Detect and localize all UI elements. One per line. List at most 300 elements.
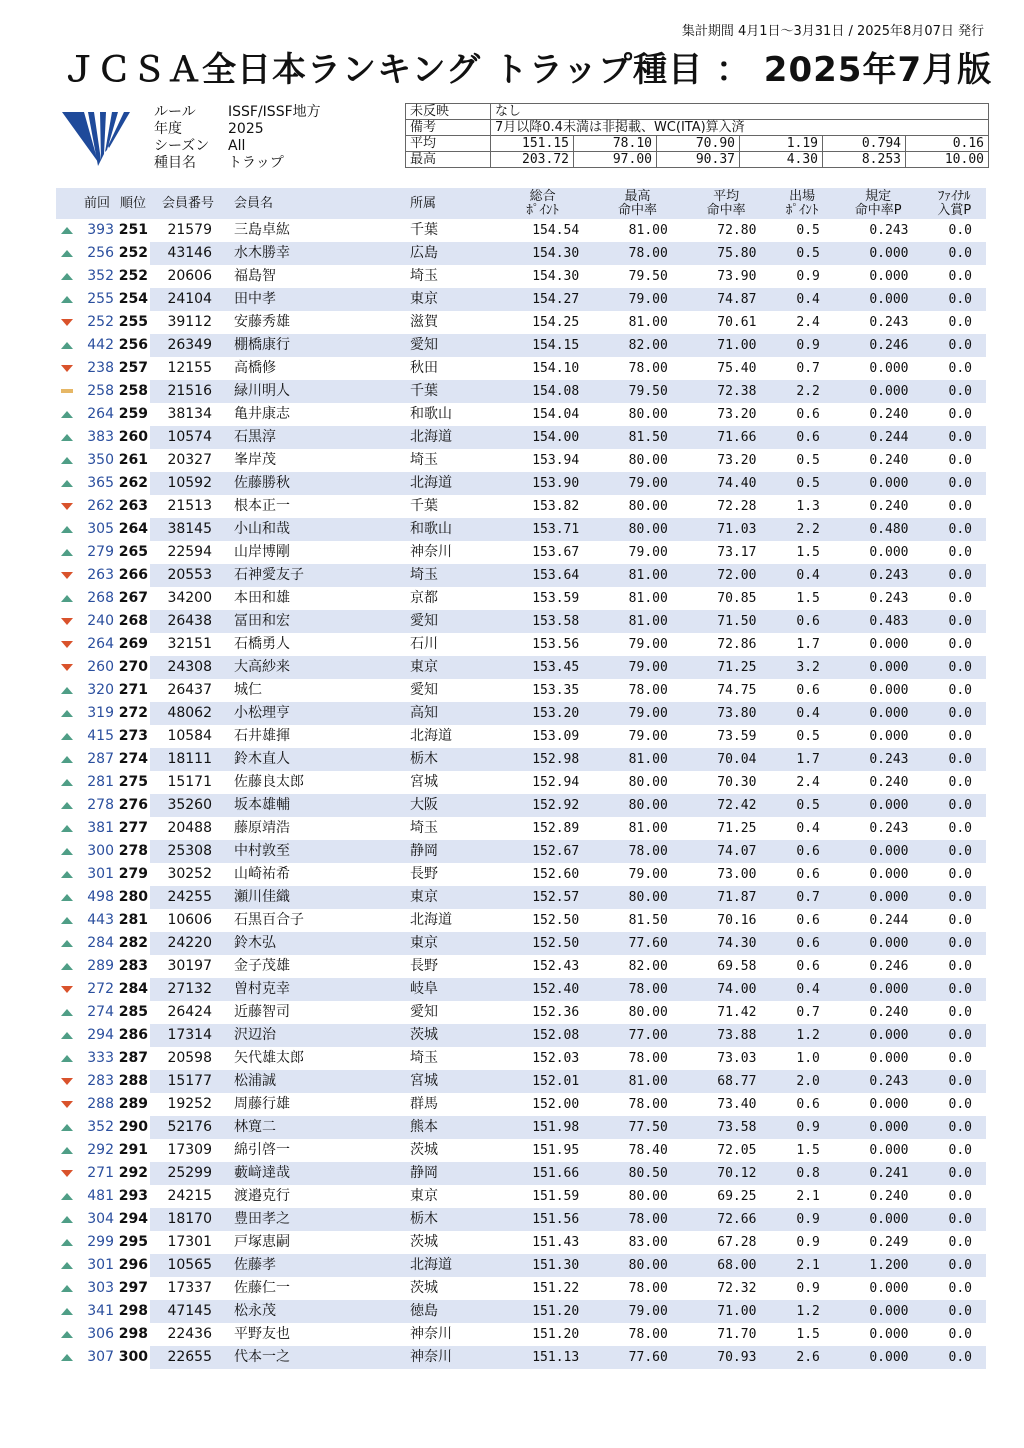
rank-up-icon: [61, 250, 73, 257]
prefecture-cell: 北海道: [410, 912, 452, 928]
trend-cell: [56, 725, 78, 748]
member-name-cell: 平野友也: [234, 1326, 290, 1342]
info-key: 種目名: [154, 155, 196, 171]
trend-cell: [56, 771, 78, 794]
member-name-cell: 水木勝幸: [226, 242, 408, 265]
best-hit-rate-cell: 77.60: [593, 932, 682, 955]
best-hit-rate-cell: 80.00: [628, 1005, 668, 1020]
member-no-cell: 47145: [150, 1300, 226, 1323]
avg-hit-rate-cell: 73.20: [717, 453, 757, 468]
member-no-cell: 30197: [167, 958, 212, 974]
appearance-points-cell: 0.6: [796, 1097, 820, 1112]
final-points-cell: 0.0: [922, 288, 986, 311]
appearance-points-cell: 0.9: [796, 1281, 820, 1296]
prev-rank-cell: 443: [87, 912, 114, 928]
rank-cell: 291: [118, 1142, 148, 1158]
info-row: [154, 121, 321, 138]
prefecture-cell: 長野: [410, 866, 438, 882]
rank-down-icon: [61, 319, 73, 326]
table-row: [56, 840, 986, 863]
total-points-cell: 151.30: [492, 1254, 593, 1277]
member-no-cell: 22655: [150, 1346, 226, 1369]
final-points-cell: 0.0: [922, 1208, 986, 1231]
trend-cell: [56, 702, 78, 725]
standard-hit-rate-cell: 0.000: [834, 886, 923, 909]
prefecture-cell: 東京: [408, 656, 492, 679]
prefecture-cell: 静岡: [408, 1162, 492, 1185]
best-hit-rate-cell: 77.60: [593, 1346, 682, 1369]
prefecture-cell: 埼玉: [410, 452, 438, 468]
prev-rank-cell: 319: [87, 705, 114, 721]
avg-hit-rate-cell: 72.00: [682, 564, 771, 587]
best-hit-rate-cell: 79.50: [628, 269, 668, 284]
avg-hit-rate-cell: 70.16: [717, 913, 757, 928]
prev-rank-cell: 288: [87, 1096, 114, 1112]
table-row: [56, 1162, 986, 1185]
member-name-cell: 佐藤孝: [226, 1254, 408, 1277]
total-points-cell: 153.20: [492, 702, 593, 725]
rank-cell: 296: [118, 1257, 148, 1273]
appearance-points-cell: 1.7: [770, 748, 833, 771]
trend-cell: [56, 449, 78, 472]
trend-cell: [56, 1093, 78, 1116]
prev-rank-cell: 284: [87, 935, 114, 951]
rank-up-icon: [61, 1308, 73, 1315]
trend-cell: [56, 863, 78, 886]
best-hit-rate-cell: 79.00: [593, 702, 682, 725]
final-points-cell: 0.0: [948, 1189, 972, 1204]
table-row: [56, 610, 986, 633]
rank-cell: 256: [118, 337, 148, 353]
best-hit-rate-cell: 81.00: [593, 610, 682, 633]
prev-rank-cell: 287: [87, 751, 114, 767]
rank-unchanged-icon: [61, 389, 73, 393]
prefecture-cell: 東京: [408, 886, 492, 909]
avg-hit-rate-cell: 67.28: [717, 1235, 757, 1250]
total-points-cell: 153.90: [492, 472, 593, 495]
standard-hit-rate-cell: 0.000: [834, 656, 923, 679]
member-name-cell: 近藤智司: [234, 1004, 290, 1020]
standard-hit-rate-cell: 0.000: [869, 683, 909, 698]
best-hit-rate-cell: 80.00: [628, 453, 668, 468]
rank-cell: 298: [118, 1303, 148, 1319]
table-row: [56, 794, 986, 817]
member-no-cell: 24308: [150, 656, 226, 679]
appearance-points-cell: 2.0: [770, 1070, 833, 1093]
rank-up-icon: [61, 296, 73, 303]
trend-cell: [56, 656, 78, 679]
prev-rank-cell: 256: [87, 245, 114, 261]
rank-down-icon: [61, 1078, 73, 1085]
rank-cell: 278: [118, 843, 148, 859]
rank-cell: 274: [118, 751, 148, 767]
prefecture-cell: 北海道: [410, 728, 452, 744]
page-title: ＪＣＳＡ全日本ランキング トラップ種目 ： 2025年7月版: [62, 50, 993, 90]
trend-cell: [56, 242, 78, 265]
rank-up-icon: [61, 342, 73, 349]
standard-hit-rate-cell: 0.243: [869, 223, 909, 238]
prev-rank-cell: 258: [87, 383, 114, 399]
member-no-cell: 38145: [150, 518, 226, 541]
trend-cell: [56, 955, 78, 978]
trend-cell: [56, 610, 78, 633]
rank-cell: 254: [118, 291, 148, 307]
total-points-cell: 154.30: [532, 269, 580, 284]
rank-up-icon: [61, 526, 73, 533]
final-points-cell: 0.0: [948, 821, 972, 836]
table-row: [56, 1001, 986, 1024]
final-points-cell: 0.0: [922, 334, 986, 357]
standard-hit-rate-cell: 0.000: [834, 1024, 923, 1047]
best-hit-rate-cell: 79.00: [593, 656, 682, 679]
member-no-cell: 24255: [150, 886, 226, 909]
final-points-cell: 0.0: [948, 269, 972, 284]
total-points-cell: 152.60: [532, 867, 580, 882]
trend-cell: [56, 426, 78, 449]
total-points-cell: 153.35: [532, 683, 580, 698]
final-points-cell: 0.0: [922, 1116, 986, 1139]
standard-hit-rate-cell: 0.249: [869, 1235, 909, 1250]
total-points-cell: 154.27: [492, 288, 593, 311]
prev-rank-cell: 352: [87, 1119, 114, 1135]
avg-hit-rate-cell: 75.80: [682, 242, 771, 265]
prev-rank-cell: 365: [87, 475, 114, 491]
prefecture-cell: 秋田: [410, 360, 438, 376]
rank-down-icon: [61, 986, 73, 993]
rank-cell: 280: [118, 889, 148, 905]
member-no-cell: 21516: [150, 380, 226, 403]
prefecture-cell: 滋賀: [410, 314, 438, 330]
rank-up-icon: [61, 1354, 73, 1361]
trend-cell: [56, 1277, 78, 1300]
member-no-cell: 19252: [167, 1096, 212, 1112]
rank-cell: 258: [118, 383, 148, 399]
prev-rank-cell: 294: [87, 1027, 114, 1043]
prev-rank-cell: 240: [87, 613, 114, 629]
prev-rank-cell: 352: [87, 268, 114, 284]
member-no-cell: 21513: [167, 498, 212, 514]
best-hit-rate-cell: 80.00: [593, 518, 682, 541]
appearance-points-cell: 0.7: [796, 361, 820, 376]
best-hit-rate-cell: 79.00: [628, 867, 668, 882]
table-row: [56, 932, 986, 955]
prefecture-cell: 北海道: [408, 472, 492, 495]
table-row: [56, 1254, 986, 1277]
member-no-cell: 21579: [167, 222, 212, 238]
rank-up-icon: [61, 871, 73, 878]
rank-cell: 262: [118, 475, 148, 491]
rank-up-icon: [61, 848, 73, 855]
note-label: 備考: [406, 120, 491, 136]
rank-up-icon: [61, 457, 73, 464]
final-points-cell: 0.0: [948, 407, 972, 422]
member-name-cell: 棚橋康行: [226, 334, 408, 357]
total-points-cell: 151.95: [532, 1143, 580, 1158]
avg-hit-rate-cell: 69.25: [717, 1189, 757, 1204]
prev-rank-cell: 272: [87, 981, 114, 997]
total-points-cell: 153.45: [492, 656, 593, 679]
prev-rank-cell: 292: [87, 1142, 114, 1158]
avg-hit-rate-cell: 73.58: [682, 1116, 771, 1139]
rank-cell: 293: [118, 1188, 148, 1204]
trend-cell: [56, 472, 78, 495]
best-hit-rate-cell: 81.00: [593, 748, 682, 771]
member-name-cell: 戸塚恵嗣: [234, 1234, 290, 1250]
final-points-cell: 0.0: [948, 453, 972, 468]
trend-cell: [56, 932, 78, 955]
total-points-cell: 152.03: [532, 1051, 580, 1066]
prev-rank-cell: 289: [87, 958, 114, 974]
table-row: [56, 725, 986, 748]
standard-hit-rate-cell: 0.000: [834, 932, 923, 955]
rank-up-icon: [61, 480, 73, 487]
prev-rank-cell: 381: [87, 820, 114, 836]
avg-hit-rate-cell: 73.17: [717, 545, 757, 560]
appearance-points-cell: 2.2: [770, 518, 833, 541]
best-hit-rate-cell: 79.00: [593, 472, 682, 495]
total-points-cell: 152.50: [532, 913, 580, 928]
rank-cell: 252: [118, 268, 148, 284]
rank-up-icon: [61, 802, 73, 809]
unreflected-label: 未反映: [406, 104, 491, 120]
prefecture-cell: 広島: [408, 242, 492, 265]
final-points-cell: 0.0: [922, 1070, 986, 1093]
prefecture-cell: 千葉: [410, 222, 438, 238]
total-points-cell: 152.89: [532, 821, 580, 836]
best-hit-rate-cell: 78.40: [628, 1143, 668, 1158]
standard-hit-rate-cell: 0.000: [869, 867, 909, 882]
total-points-cell: 152.40: [492, 978, 593, 1001]
avg-hit-rate-cell: 72.28: [717, 499, 757, 514]
trend-cell: [56, 748, 78, 771]
event-info: [154, 104, 321, 172]
best-hit-rate-cell: 78.00: [628, 1281, 668, 1296]
final-points-cell: 0.0: [922, 518, 986, 541]
rank-cell: 257: [118, 360, 148, 376]
rank-cell: 298: [118, 1326, 148, 1342]
trend-cell: [56, 1162, 78, 1185]
prev-rank-cell: 383: [87, 429, 114, 445]
member-no-cell: 20606: [167, 268, 212, 284]
total-points-cell: 153.67: [532, 545, 580, 560]
unreflected-value: なし: [491, 104, 989, 120]
final-points-cell: 0.0: [922, 794, 986, 817]
member-name-cell: 山崎祐希: [234, 866, 290, 882]
rank-up-icon: [61, 1009, 73, 1016]
member-name-cell: 安藤秀雄: [234, 314, 290, 330]
table-row: [56, 311, 986, 334]
member-no-cell: 20327: [167, 452, 212, 468]
info-row: [154, 138, 321, 155]
rank-cell: 261: [118, 452, 148, 468]
table-row: [56, 1346, 986, 1369]
standard-hit-rate-cell: 0.240: [869, 453, 909, 468]
appearance-points-cell: 0.9: [796, 1235, 820, 1250]
best-hit-rate-cell: 78.00: [628, 1097, 668, 1112]
rank-cell: 279: [118, 866, 148, 882]
avg-hit-rate-cell: 73.90: [717, 269, 757, 284]
member-no-cell: 24104: [150, 288, 226, 311]
standard-hit-rate-cell: 0.000: [869, 729, 909, 744]
appearance-points-cell: 0.8: [770, 1162, 833, 1185]
info-row: [154, 155, 321, 172]
prefecture-cell: 茨城: [408, 1024, 492, 1047]
best-hit-rate-cell: 80.00: [628, 1189, 668, 1204]
total-points-cell: 154.25: [532, 315, 580, 330]
member-no-cell: 22436: [167, 1326, 212, 1342]
avg-hit-rate-cell: 70.93: [682, 1346, 771, 1369]
table-row: [56, 288, 986, 311]
trend-cell: [56, 518, 78, 541]
rank-cell: 273: [118, 728, 148, 744]
info-key: 年度: [154, 121, 182, 137]
prefecture-cell: 栃木: [408, 748, 492, 771]
table-row: [56, 1024, 986, 1047]
prefecture-cell: 長野: [410, 958, 438, 974]
standard-hit-rate-cell: 0.000: [834, 1300, 923, 1323]
appearance-points-cell: 1.5: [796, 591, 820, 606]
max-value: 8.253: [823, 152, 906, 168]
total-points-cell: 152.01: [492, 1070, 593, 1093]
avg-hit-rate-cell: 74.75: [717, 683, 757, 698]
prefecture-cell: 岐阜: [408, 978, 492, 1001]
prev-rank-cell: 301: [87, 1257, 114, 1273]
prev-rank-cell: 268: [87, 590, 114, 606]
best-hit-rate-cell: 78.00: [593, 242, 682, 265]
ranking-table: [56, 188, 986, 1369]
prev-rank-cell: 350: [87, 452, 114, 468]
table-row: [56, 1070, 986, 1093]
member-no-cell: 20488: [167, 820, 212, 836]
avg-hit-rate-cell: 71.70: [717, 1327, 757, 1342]
avg-hit-rate-cell: 73.03: [717, 1051, 757, 1066]
rank-up-icon: [61, 917, 73, 924]
member-name-cell: 綿引啓一: [234, 1142, 290, 1158]
max-value: 10.00: [906, 152, 989, 168]
rank-up-icon: [61, 1193, 73, 1200]
member-no-cell: 12155: [167, 360, 212, 376]
average-value: 0.16: [906, 136, 989, 152]
final-points-cell: 0.0: [922, 1254, 986, 1277]
rank-cell: 297: [118, 1280, 148, 1296]
member-no-cell: 10565: [150, 1254, 226, 1277]
total-points-cell: 153.94: [532, 453, 580, 468]
appearance-points-cell: 0.7: [796, 1005, 820, 1020]
member-name-cell: 渡邉克行: [234, 1188, 290, 1204]
table-row: [56, 1300, 986, 1323]
standard-hit-rate-cell: 0.000: [834, 472, 923, 495]
total-points-cell: 154.10: [532, 361, 580, 376]
member-no-cell: 10584: [167, 728, 212, 744]
summary-stats: [405, 103, 989, 168]
trend-cell: [56, 633, 78, 656]
best-hit-rate-cell: 79.50: [593, 380, 682, 403]
table-row: [56, 265, 986, 288]
prev-rank-cell: 300: [87, 843, 114, 859]
rank-up-icon: [61, 1055, 73, 1062]
rank-up-icon: [61, 963, 73, 970]
member-no-cell: 20598: [167, 1050, 212, 1066]
member-name-cell: 曽村克幸: [226, 978, 408, 1001]
avg-hit-rate-cell: 72.38: [682, 380, 771, 403]
trend-cell: [56, 1024, 78, 1047]
appearance-points-cell: 0.5: [770, 794, 833, 817]
best-hit-rate-cell: 79.00: [628, 729, 668, 744]
avg-hit-rate-cell: 70.85: [717, 591, 757, 606]
average-value: 78.10: [574, 136, 657, 152]
member-name-cell: 鈴木弘: [226, 932, 408, 955]
prev-rank-cell: 306: [87, 1326, 114, 1342]
member-name-cell: 金子茂雄: [234, 958, 290, 974]
total-points-header: 総合 ﾎﾟｲﾝﾄ: [492, 188, 593, 219]
total-points-cell: 154.54: [532, 223, 580, 238]
trend-cell: [56, 495, 78, 518]
appearance-points-cell: 0.6: [770, 610, 833, 633]
appearance-points-cell: 0.6: [770, 426, 833, 449]
member-name-cell: 亀井康志: [234, 406, 290, 422]
avg-hit-rate-cell: 71.87: [682, 886, 771, 909]
rank-down-icon: [61, 503, 73, 510]
member-name-cell: 本田和雄: [234, 590, 290, 606]
prev-rank-cell: 303: [87, 1280, 114, 1296]
appearance-points-cell: 0.5: [770, 472, 833, 495]
rank-cell: 260: [118, 429, 148, 445]
avg-hit-rate-header: 平均 命中率: [682, 188, 771, 219]
standard-hit-rate-cell: 0.000: [834, 1116, 923, 1139]
best-hit-rate-cell: 81.00: [628, 591, 668, 606]
prev-rank-cell: 262: [87, 498, 114, 514]
final-points-cell: 0.0: [948, 315, 972, 330]
rank-up-icon: [61, 733, 73, 740]
avg-hit-rate-cell: 69.58: [717, 959, 757, 974]
table-row: [56, 656, 986, 679]
info-value: 2025: [228, 121, 264, 137]
best-hit-rate-cell: 80.00: [593, 794, 682, 817]
appearance-points-cell: 0.5: [796, 223, 820, 238]
best-hit-rate-cell: 78.00: [628, 683, 668, 698]
appearance-points-cell: 0.9: [796, 269, 820, 284]
final-points-cell: 0.0: [948, 1235, 972, 1250]
table-row: [56, 219, 986, 242]
prev-rank-cell: 498: [87, 889, 114, 905]
best-hit-rate-cell: 81.00: [628, 223, 668, 238]
final-points-cell: 0.0: [922, 426, 986, 449]
rank-down-icon: [61, 572, 73, 579]
prefecture-cell: 千葉: [408, 380, 492, 403]
rank-cell: 300: [118, 1349, 148, 1365]
rank-cell: 275: [118, 774, 148, 790]
prefecture-cell: 埼玉: [410, 820, 438, 836]
info-key: ルール: [154, 104, 196, 120]
prefecture-cell: 愛知: [408, 610, 492, 633]
table-row: [56, 1185, 986, 1208]
prev-rank-cell: 307: [87, 1349, 114, 1365]
table-row: [56, 1139, 986, 1162]
total-points-cell: 151.22: [532, 1281, 580, 1296]
appearance-points-cell: 0.9: [770, 334, 833, 357]
rank-cell: 263: [118, 498, 148, 514]
member-name-cell: 中村敦至: [226, 840, 408, 863]
total-points-cell: 151.43: [532, 1235, 580, 1250]
trend-cell: [56, 1185, 78, 1208]
standard-hit-rate-cell: 0.000: [834, 794, 923, 817]
final-points-cell: 0.0: [948, 1281, 972, 1296]
member-name-cell: 佐藤勝秋: [226, 472, 408, 495]
final-points-cell: 0.0: [922, 1300, 986, 1323]
best-hit-rate-cell: 82.00: [593, 334, 682, 357]
final-points-cell: 0.0: [922, 702, 986, 725]
rank-up-icon: [61, 940, 73, 947]
